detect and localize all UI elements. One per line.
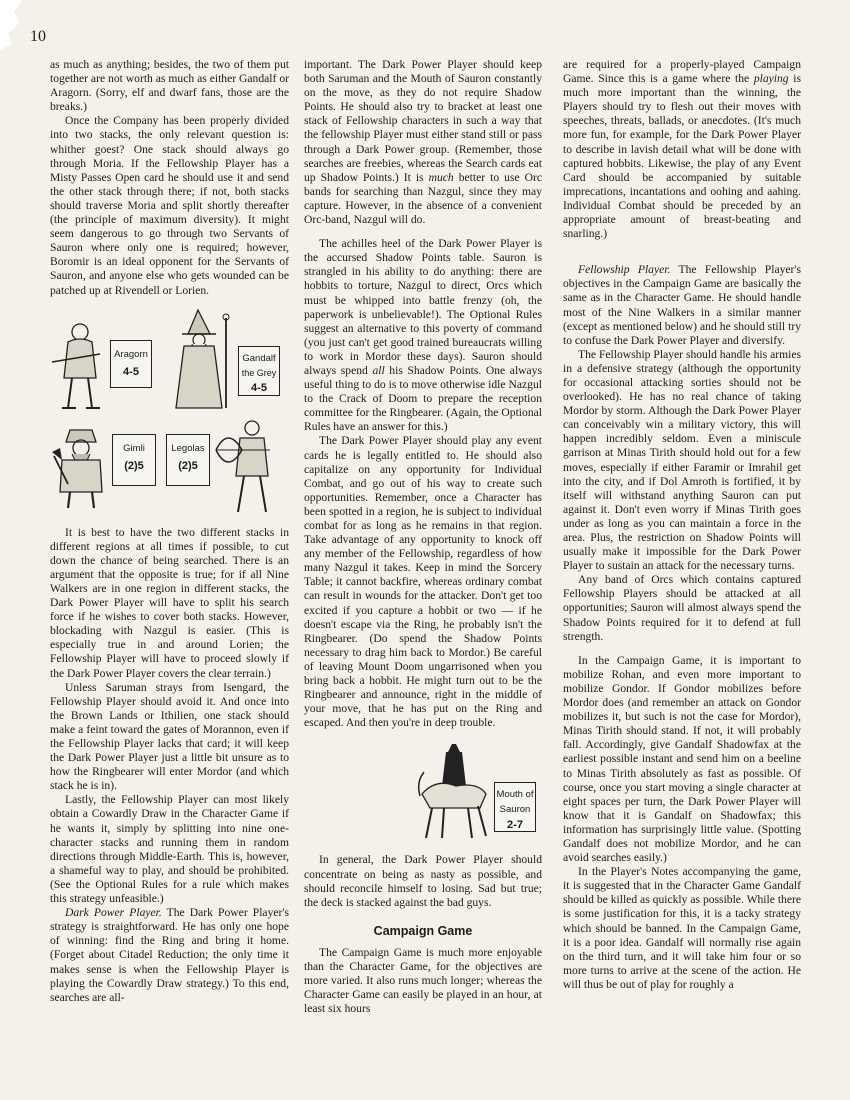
torn-corner — [0, 0, 26, 50]
mouth-of-sauron-illustration — [416, 742, 494, 842]
gimli-illustration — [52, 426, 110, 510]
column-1 — [50, 58, 289, 1005]
paragraph: The achilles heel of the Dark Power Player is the accursed Shadow Points table. Sauron is strangled in his ability to do anything: there are hobbits to torture, Nazgul to direct, Orcs which must be whipped into battle frenzy (oh, the paperwork is unbelievable!). The Optional Rules suggest an alternative to this poverty of command (you just can't get good trained bureaucrats willing to work in Mordor these days). Sauron should always spend all his Shadow Points. One always useful thing to do is to move otherwise idle Nazgul to the Crack of Doom to prepare the reception committee for the Ringbearer. (Again, the Optional Rules have an answer for this.) — [304, 237, 542, 434]
mouth-of-sauron-counter: Mouth of Sauron 2-7 — [494, 782, 536, 832]
legolas-illustration — [210, 416, 288, 516]
paragraph: The Fellowship Player should handle his armies in a defensive strategy (although the opportunity for occasional attacking sorties should not be overlooked). He has no real chance of taking Mordor by storm. Although the Dark Power Player can conceivably win a military victory, this will happen incredibly seldom. Even a miniscule garrison at Minas Tirith should hold out for a few moves, especially if either Faramir or Imrahil get into the city, and if Dol Amroth is fortified, it by itself will withstand anything Sauron can put against it. Don't even worry if Minas Tirith goes under as long as you can maintain a force in the area. Plus, the restriction on Shadow Points will usually make it impossible for the Dark Power Player to sustain an attack for the necessary turns. — [563, 347, 801, 573]
column-2 — [304, 58, 542, 1016]
paragraph: Unless Saruman strays from Isengard, the Fellowship Player should avoid it. And once into the Brown Lands or Ithilien, one stack should make a feint toward the gates of Morannon, even if the Fellowship Player lacks that card; it will keep the Dark Power Player just a little bit unsure as to how the Ringbearer will enter Mordor (and which stack he is in). — [50, 680, 289, 793]
gandalf-counter: Gandalf the Grey 4-5 — [238, 346, 280, 396]
paragraph: Dark Power Player. The Dark Power Player's strategy is straightforward. He has only one hope of winning: find the Ring and bring it home. (Forget about Citadel Reduction; the only time it makes sense is when the Fellowship Player is playing the Cowardly Draw strategy.) To this end, searches are all- — [50, 906, 289, 1004]
column-3 — [563, 58, 801, 992]
character-illustrations — [50, 308, 289, 518]
paragraph: The Dark Power Player should play any event cards he is legally entitled to. He should also capitalize on any opportunity for Individual Combat, and go out of his way to create such opportunities. Remember, once a Character has been spotted in a region, he is subject to individual combat for as long as he remains in that region. Take advantage of any opportunity to knock off any member of the Fellowship, regardless of how many Nazgul it takes. Keep in mind the Sorcery Table; it cannot backfire, whereas ordinary combat can result in wounds for the attacker. Don't get too excited if you capture a hobbit or two — if he doesn't escape via the Ring, he probably isn't the Ringbearer. (Do spend the Shadow Points necessary to drag him back to Mordor.) Be careful of leaving Mount Doom ungarrisoned when you bring back a hobbit. He might turn out to be the Ringbearer and announce, right in the middle of your move, that he has put on the Ring and escaped. And then you're in deep trouble. — [304, 434, 542, 730]
legolas-counter: Legolas (2)5 — [166, 434, 210, 486]
gandalf-illustration — [168, 308, 234, 412]
paragraph: Lastly, the Fellowship Player can most likely obtain a Cowardly Draw in the Character Game if he wants it, simply by splitting into nine one-character stacks and running them in random directions through Middle-Earth. This is, however, a shameful way to play, and should be prohibited. (See the Optional Rules for a rule which makes this strategy unfeasible.) — [50, 793, 289, 906]
paragraph: In general, the Dark Power Player should concentrate on being as nasty as possible, and should reconcile himself to losing. Sad but true; the deck is stacked against the bad guys. — [304, 853, 542, 909]
paragraph: are required for a properly-played Campaign Game. Since this is a game where the playing is much more important than the winning, the Players should try to flesh out their moves with speeches, threats, ballads, or anecdotes. (It's much more fun, for example, for the Dark Power Player to describe in lavish detail what will be done with captured hobbits. Likewise, the play of any Event Card should be accompanied by suitable imprecations, incantations and oohing and aahing. Individual Combat should be preceded by an appropriate amount of breast-beating and snarling.) — [563, 58, 801, 241]
page-number: 10 — [30, 28, 46, 45]
paragraph-lead: Fellowship Player. — [578, 263, 671, 277]
aragorn-illustration — [50, 320, 110, 412]
paragraph-lead: Dark Power Player. — [65, 906, 162, 920]
gimli-counter: Gimli (2)5 — [112, 434, 156, 486]
paragraph: Once the Company has been properly divided into two stacks, the only relevant question is: whither goest? One stack should always go through Moria. If the Fellowship Player has a Misty Passes Open card he should use it and send the other stack through there; if not, both stacks should traverse Moria and split shortly thereafter (the principle of maximum diversity). It might seem dangerous to go through two Servants of Sauron where only one is required; however, Boromir is an ideal opponent for the Servants of Sauron, and anyone else who gets wounded can be patched up at Rivendell or Lorien. — [50, 114, 289, 297]
paragraph: It is best to have the two different stacks in different regions at all times if possible, to cut down the chance of being searched. There is an argument that the opposite is true; for if all Nine Walkers are in one region in different stacks, the Dark Power Player will have to split his search force if he wishes to cover both stacks. However, blockading with Nazgul is easier. (This is especially true in and around Lorien; the Fellowship Player will have to proceed slowly if the Dark Power Player covers the clear terrain.) — [50, 525, 289, 680]
paragraph: In the Campaign Game, it is important to mobilize Rohan, and even more important to mobilize Gondor. If Gondor mobilizes before Mordor does (and remember an attack on Gondor mobilizes it, but such is not the case for Mordor), Minas Tirith should stand. If not, it will probably fall. Accordingly, give Gandalf Shadowfax at the earliest possible instant and send him on a beeline to Minas Tirith absolutely as fast as possible. Of course, once you start moving a single character at eight spaces per turn, the Dark Power Player will know that it is Gandalf on Shadowfax; this information has surprisingly little value. (Spotting Gandalf does not mobilize Mordor, and he can avoid searches easily.) — [563, 653, 801, 865]
paragraph: Any band of Orcs which contains captured Fellowship Players should be attacked at all opportunities; Sauron will almost always spend the Shadow Points required for it to defend at full strength. — [563, 573, 801, 643]
mouth-of-sauron-illustration-group — [304, 742, 542, 847]
paragraph: important. The Dark Power Player should keep both Saruman and the Mouth of Sauron constantly on the move, as they do not require Shadow Points. He should also try to bracket at least one stack of Fellowship characters in such a way that the fellowship Player must either stand still or pass through a Dark Power group. (Remember, those searches are freebies, whereas the Search cards eat up Shadow Points.) It is much better to use Orc bands for searching than Nazgul, since they may capture. However, in the absence of a convenient Orc-band, Nazgul will do. — [304, 58, 542, 227]
section-heading: Campaign Game — [373, 923, 473, 938]
paragraph: as much as anything; besides, the two of them put together are not worth as much as either Gandalf or Aragorn. (Sorry, elf and dwarf fans, those are the breaks.) — [50, 58, 289, 114]
aragorn-counter: Aragorn 4-5 — [110, 340, 152, 388]
paragraph: In the Player's Notes accompanying the game, it is suggested that in the Character Game Gandalf should be killed as quickly as possible. While there is some justification for this, it is a tacky strategy which should be banned. In the Campaign Game, it is a poor idea. Gandalf will normally rise again on the third turn, and it will take him four or so more turns to arrive at the scene of the action. He will thus be out of play for roughly a — [563, 865, 801, 991]
paragraph: The Campaign Game is much more enjoyable than the Character Game, for the objectives are more varied. It also runs much longer; whereas the Character Game can easily be played in an hour, at least six hours — [304, 945, 542, 1016]
paragraph: Fellowship Player. The Fellowship Player's objectives in the Campaign Game are basically the same as in the Character Game. He should handle most of the Nine Walkers in a similar manner (except as mentioned below) and he should still try to confuse the Dark Power Player and diversify. — [563, 263, 801, 347]
